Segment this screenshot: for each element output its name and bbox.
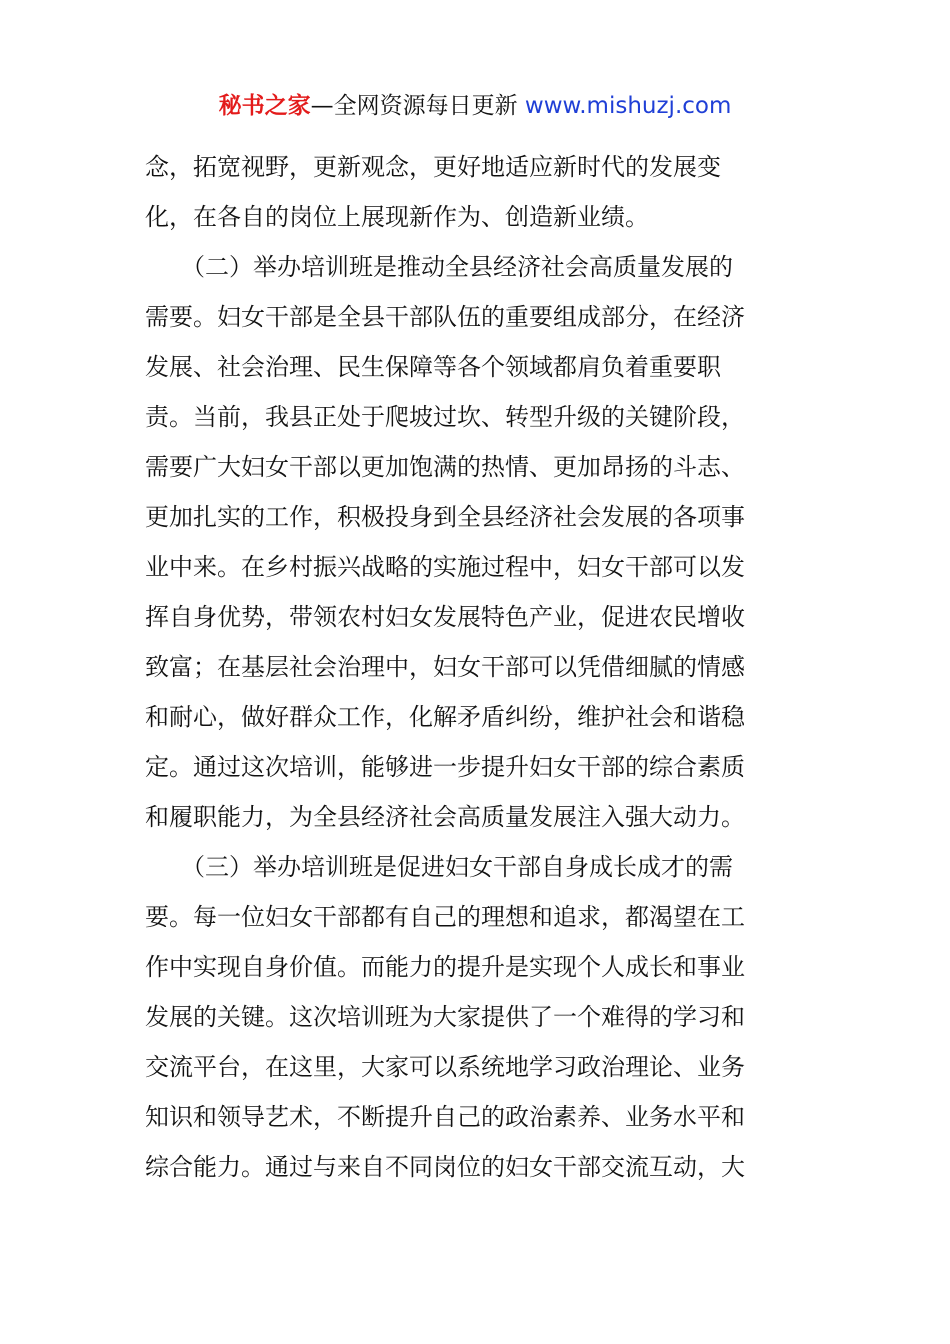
site-url-link[interactable]: www.mishuzj.com — [524, 93, 732, 119]
text-line: 和履职能力，为全县经济社会高质量发展注入强大动力。 — [145, 803, 745, 831]
text-line: 致富；在基层社会治理中，妇女干部可以凭借细腻的情感 — [145, 653, 745, 681]
text-line: 作中实现自身价值。而能力的提升是实现个人成长和事业 — [145, 953, 745, 981]
text-line: 化，在各自的岗位上展现新作为、创造新业绩。 — [145, 203, 649, 231]
text-line: 念，拓宽视野，更新观念，更好地适应新时代的发展变 — [145, 153, 721, 181]
site-brand: 秘书之家 — [218, 93, 311, 119]
document-body — [145, 142, 815, 1192]
text-line: 发展、社会治理、民生保障等各个领域都肩负着重要职 — [145, 353, 721, 381]
text-line: 和耐心，做好群众工作，化解矛盾纠纷，维护社会和谐稳 — [145, 703, 745, 731]
text-line: 交流平台，在这里，大家可以系统地学习政治理论、业务 — [145, 1053, 745, 1081]
text-line: 发展的关键。这次培训班为大家提供了一个难得的学习和 — [145, 1003, 745, 1031]
text-line: 业中来。在乡村振兴战略的实施过程中，妇女干部可以发 — [145, 553, 745, 581]
text-line: 责。当前，我县正处于爬坡过坎、转型升级的关键阶段， — [145, 403, 745, 431]
text-line: 挥自身优势，带领农村妇女发展特色产业，促进农民增收 — [145, 603, 745, 631]
site-tagline: —全网资源每日更新 — [310, 93, 525, 119]
text-line: （三）举办培训班是促进妇女干部自身成长成才的需 — [145, 853, 733, 881]
text-line: 综合能力。通过与来自不同岗位的妇女干部交流互动，大 — [145, 1153, 745, 1181]
text-line: 定。通过这次培训，能够进一步提升妇女干部的综合素质 — [145, 753, 745, 781]
text-line: 更加扎实的工作，积极投身到全县经济社会发展的各项事 — [145, 503, 745, 531]
site-header — [0, 86, 950, 126]
text-line: 需要。妇女干部是全县干部队伍的重要组成部分，在经济 — [145, 303, 745, 331]
text-line: 要。每一位妇女干部都有自己的理想和追求，都渴望在工 — [145, 903, 745, 931]
text-line: （二）举办培训班是推动全县经济社会高质量发展的 — [145, 253, 733, 281]
text-line: 需要广大妇女干部以更加饱满的热情、更加昂扬的斗志、 — [145, 453, 745, 481]
text-line: 知识和领导艺术，不断提升自己的政治素养、业务水平和 — [145, 1103, 745, 1131]
